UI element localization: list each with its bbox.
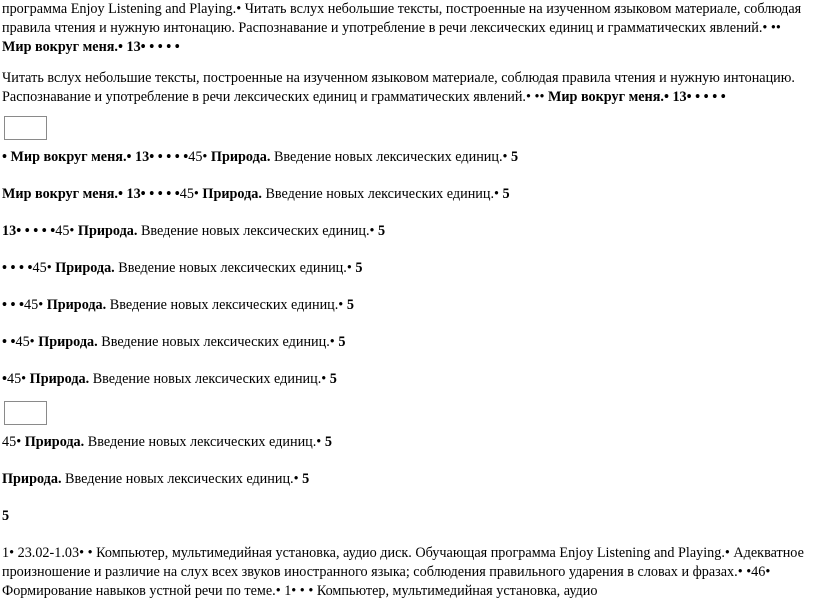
row-number: 45• [188, 149, 211, 165]
table-row [2, 370, 812, 389]
row-description: Введение новых лексических единиц.• [97, 334, 339, 350]
paragraph-1 [2, 0, 812, 57]
row-description: Введение новых лексических единиц.• [61, 471, 303, 487]
row-number: 45• [179, 186, 203, 202]
row-hours: 5 [346, 297, 354, 313]
row-topic: Природа. [55, 260, 115, 276]
row-description: Введение новых лексических единиц.• [137, 223, 379, 239]
row-description: Введение новых лексических единиц.• [261, 186, 503, 202]
paragraph-1-text: программа Enjoy Listening and Playing.• Читать вслух небольшие тексты, построенные на изученном языковом материале, соблюдая правила чтения и нужную интонацию. Распознавание и употребление в речи лексических единиц и грамматических явлений.• •• [2, 1, 802, 36]
final-paragraph: 1• 23.02-1.03• • Компьютер, мультимедийная установка, аудио диск. Обучающая программа Enjoy Listening and Playing.• Адекватное произношение и различие на слух всех звуков иностранного языка; соблюдения правильного ударения в словах и фразах.• •46• Формирование навыков устной речи по теме.• 1• • • Компьютер, мультимедийная установка, аудио [2, 545, 804, 599]
row-description: Введение новых лексических единиц.• [106, 297, 347, 313]
table-row [2, 296, 812, 315]
row-topic: Природа. [29, 371, 90, 387]
row-lead: Мир вокруг меня.• 13• • • • • [2, 186, 180, 202]
row-number: 45• [15, 334, 39, 350]
empty-table-cell [4, 116, 47, 140]
row-lead: • • • • [2, 260, 33, 276]
table-row [2, 259, 812, 278]
row-topic: Природа. [38, 334, 98, 350]
row-number: 45• [6, 371, 30, 387]
row-hours: 5 [355, 260, 363, 276]
row-hours: 5 [511, 149, 519, 165]
row-lead: • • • [2, 297, 24, 313]
row-description: Введение новых лексических единиц.• [270, 149, 512, 165]
row-topic: Природа. [210, 149, 271, 165]
row-description: Введение новых лексических единиц.• [89, 371, 330, 387]
row-description: Введение новых лексических единиц.• [114, 260, 356, 276]
row-hours: 5 [329, 371, 337, 387]
row-lead: • • [2, 334, 16, 350]
row-lead: 13• • • • • [2, 223, 56, 239]
paragraph-2-bold: Мир вокруг меня.• 13• • • • • [547, 89, 726, 105]
row-hours: 5 [324, 434, 332, 450]
row-topic: Природа. [24, 434, 85, 450]
table-row [2, 470, 812, 489]
paragraph-1-bold: Мир вокруг меня.• 13• • • • • [2, 39, 180, 55]
row-hours: 5 [302, 471, 310, 487]
empty-table-cell [4, 401, 47, 425]
table-row [2, 148, 812, 167]
table-row [2, 333, 812, 352]
row-description: Введение новых лексических единиц.• [84, 434, 325, 450]
row-lead: • [2, 371, 7, 387]
row-hours: 5 [502, 186, 510, 202]
lone-hours-value: 5 [2, 508, 10, 524]
table-row [2, 433, 812, 452]
row-hours: 5 [378, 223, 386, 239]
row-number: 45• [32, 260, 56, 276]
table-row [2, 222, 812, 241]
row-hours: 5 [338, 334, 346, 350]
row-topic: Природа. [46, 297, 107, 313]
row-lead: • Мир вокруг меня.• 13• • • • • [2, 149, 189, 165]
paragraph-2-text: Читать вслух небольшие тексты, построенные на изученном языковом материале, соблюдая правила чтения и нужную интонацию. Распознавание и употребление в речи лексических единиц и грамматических явлений.• •• [2, 70, 795, 105]
row-topic: Природа. [2, 471, 62, 487]
row-number: 45• [55, 223, 78, 239]
table-row [2, 185, 812, 204]
paragraph-2 [2, 69, 812, 107]
row-number: 45• [24, 297, 47, 313]
row-number: 45• [2, 434, 25, 450]
row-topic: Природа. [202, 186, 262, 202]
row-topic: Природа. [77, 223, 138, 239]
